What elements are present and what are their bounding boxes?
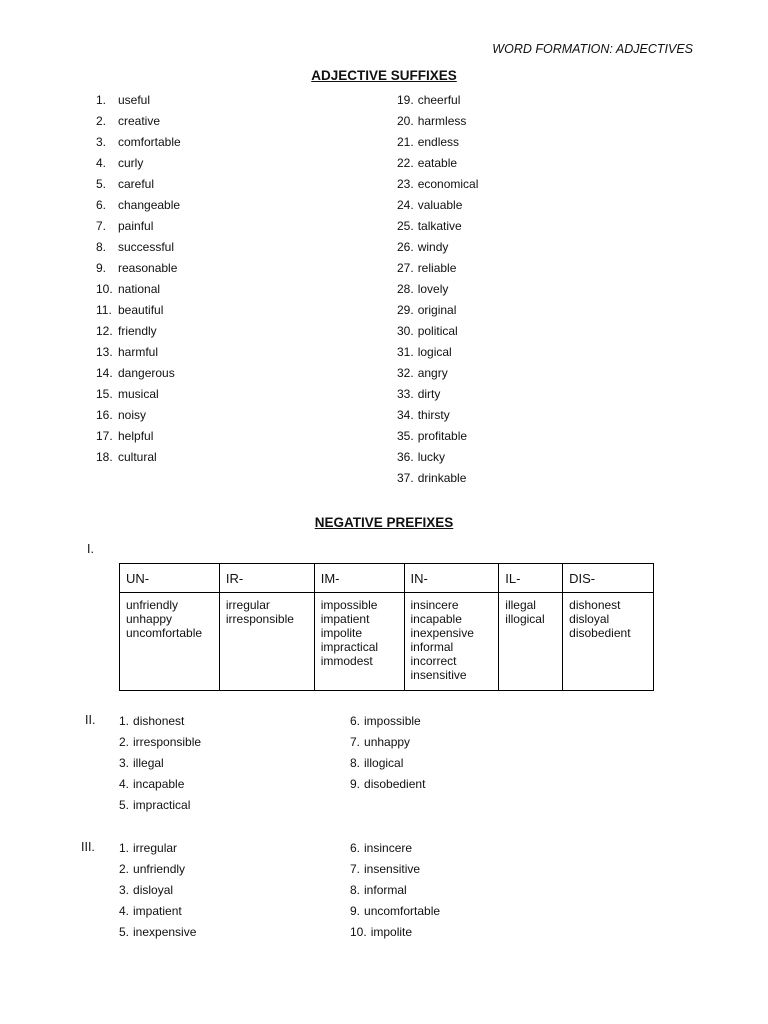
prefix-word: irregular xyxy=(225,598,270,612)
prefix-word: illegal xyxy=(505,598,536,612)
section-numeral-1: I. xyxy=(87,542,94,556)
list-item xyxy=(96,449,181,470)
list-item xyxy=(96,281,181,302)
item-number: 1. xyxy=(96,93,107,107)
item-word: original xyxy=(417,303,457,317)
item-number: 8. xyxy=(96,240,107,254)
list-item xyxy=(397,176,478,197)
list-item xyxy=(96,176,181,197)
prefix-word: impatient xyxy=(320,612,370,626)
item-number: 37. xyxy=(397,471,414,485)
item-word: illegal xyxy=(133,756,164,770)
list-item xyxy=(96,344,181,365)
list-item xyxy=(350,840,440,861)
prefix-word: irresponsible xyxy=(225,612,294,626)
prefix-word: dishonest xyxy=(569,598,621,612)
item-word: logical xyxy=(417,345,452,359)
list-item xyxy=(350,734,425,755)
item-number: 22. xyxy=(397,156,414,170)
list-item xyxy=(397,386,478,407)
item-word: informal xyxy=(364,883,407,897)
adjective-suffixes-heading: ADJECTIVE SUFFIXES xyxy=(311,68,457,83)
item-number: 7. xyxy=(350,862,361,876)
list-item xyxy=(397,218,478,239)
item-number: 4. xyxy=(96,156,107,170)
list-item xyxy=(119,861,196,882)
list-item xyxy=(397,407,478,428)
item-word: dangerous xyxy=(118,366,175,380)
prefix-word: insensitive xyxy=(410,668,467,682)
list-item xyxy=(96,92,181,113)
prefix-word: informal xyxy=(410,640,454,654)
prefix-header-dis: DIS- xyxy=(563,564,654,593)
list-item xyxy=(397,155,478,176)
item-word: reasonable xyxy=(118,261,178,275)
item-word: illogical xyxy=(364,756,404,770)
item-number: 19. xyxy=(397,93,414,107)
item-word: dirty xyxy=(417,387,441,401)
prefix-word: incorrect xyxy=(410,654,457,668)
item-word: impossible xyxy=(364,714,421,728)
item-number: 12. xyxy=(96,324,113,338)
item-word: unfriendly xyxy=(133,862,186,876)
item-number: 6. xyxy=(350,714,361,728)
list-item xyxy=(397,365,478,386)
item-number: 10. xyxy=(96,282,113,296)
item-word: windy xyxy=(417,240,449,254)
item-number: 3. xyxy=(119,756,130,770)
item-word: irregular xyxy=(133,841,178,855)
list-item xyxy=(397,281,478,302)
item-number: 20. xyxy=(397,114,414,128)
section-numeral-3: III. xyxy=(81,840,95,854)
item-word: impolite xyxy=(370,925,413,939)
item-number: 3. xyxy=(119,883,130,897)
prefix-word: uncomfortable xyxy=(126,626,203,640)
prefix-cell xyxy=(219,593,314,691)
item-number: 2. xyxy=(119,862,130,876)
list-item xyxy=(96,323,181,344)
item-number: 9. xyxy=(350,777,361,791)
prefix-table-body-row xyxy=(120,593,654,691)
item-word: irresponsible xyxy=(133,735,202,749)
list-item xyxy=(350,755,425,776)
item-number: 1. xyxy=(119,841,130,855)
item-number: 4. xyxy=(119,904,130,918)
item-number: 17. xyxy=(96,429,113,443)
item-number: 7. xyxy=(350,735,361,749)
prefix-word: inexpensive xyxy=(410,626,474,640)
list-item xyxy=(397,239,478,260)
prefix-word: impolite xyxy=(320,626,363,640)
item-number: 33. xyxy=(397,387,414,401)
prefix-word: immodest xyxy=(320,654,373,668)
item-word: impatient xyxy=(133,904,182,918)
list-item xyxy=(397,260,478,281)
prefix-word: impractical xyxy=(320,640,379,654)
item-number: 35. xyxy=(397,429,414,443)
item-word: incapable xyxy=(133,777,185,791)
item-number: 3. xyxy=(96,135,107,149)
exercise-3-list-right xyxy=(350,840,440,945)
item-number: 6. xyxy=(96,198,107,212)
list-item xyxy=(397,92,478,113)
prefix-header-in: IN- xyxy=(404,564,499,593)
prefix-table-header-row xyxy=(120,564,654,593)
prefix-table xyxy=(119,563,654,691)
list-item xyxy=(119,924,196,945)
item-word: friendly xyxy=(118,324,157,338)
item-word: harmful xyxy=(118,345,159,359)
prefix-word: illogical xyxy=(505,612,545,626)
item-word: beautiful xyxy=(118,303,164,317)
document-header: WORD FORMATION: ADJECTIVES xyxy=(492,42,693,56)
list-item xyxy=(96,407,181,428)
prefix-word: insincere xyxy=(410,598,459,612)
exercise-2-list-left xyxy=(119,713,201,818)
prefix-header-un: UN- xyxy=(120,564,220,593)
item-number: 23. xyxy=(397,177,414,191)
list-item xyxy=(397,134,478,155)
item-word: cultural xyxy=(118,450,157,464)
item-number: 2. xyxy=(96,114,107,128)
list-item xyxy=(119,755,201,776)
list-item xyxy=(119,882,196,903)
item-number: 15. xyxy=(96,387,113,401)
item-number: 5. xyxy=(119,798,130,812)
suffix-list-right xyxy=(397,92,478,491)
list-item xyxy=(397,470,478,491)
item-word: careful xyxy=(118,177,155,191)
item-number: 34. xyxy=(397,408,414,422)
item-word: economical xyxy=(417,177,479,191)
list-item xyxy=(96,386,181,407)
list-item xyxy=(397,449,478,470)
item-word: disloyal xyxy=(133,883,174,897)
prefix-word: unfriendly xyxy=(126,598,179,612)
list-item xyxy=(350,903,440,924)
item-word: noisy xyxy=(118,408,147,422)
item-word: valuable xyxy=(417,198,463,212)
item-number: 24. xyxy=(397,198,414,212)
prefix-cell xyxy=(499,593,563,691)
item-word: helpful xyxy=(118,429,154,443)
item-number: 8. xyxy=(350,883,361,897)
list-item xyxy=(96,197,181,218)
item-word: profitable xyxy=(417,429,468,443)
list-item xyxy=(397,302,478,323)
list-item xyxy=(397,428,478,449)
item-word: lovely xyxy=(417,282,449,296)
item-word: painful xyxy=(118,219,154,233)
list-item xyxy=(350,924,440,945)
item-number: 21. xyxy=(397,135,414,149)
prefix-header-ir: IR- xyxy=(219,564,314,593)
item-number: 30. xyxy=(397,324,414,338)
item-word: lucky xyxy=(417,450,446,464)
list-item xyxy=(96,260,181,281)
item-word: eatable xyxy=(417,156,458,170)
item-number: 14. xyxy=(96,366,113,380)
item-word: drinkable xyxy=(417,471,467,485)
prefix-word: disobedient xyxy=(569,626,631,640)
prefix-header-il: IL- xyxy=(499,564,563,593)
item-word: impractical xyxy=(133,798,191,812)
list-item xyxy=(350,882,440,903)
item-number: 25. xyxy=(397,219,414,233)
list-item xyxy=(96,239,181,260)
item-word: inexpensive xyxy=(133,925,197,939)
item-word: national xyxy=(118,282,161,296)
item-word: uncomfortable xyxy=(364,904,441,918)
prefix-word: impossible xyxy=(320,598,378,612)
item-word: insensitive xyxy=(364,862,421,876)
list-item xyxy=(350,776,425,797)
list-item xyxy=(119,713,201,734)
item-word: harmless xyxy=(417,114,467,128)
item-number: 5. xyxy=(96,177,107,191)
item-word: talkative xyxy=(417,219,462,233)
item-number: 1. xyxy=(119,714,130,728)
item-number: 16. xyxy=(96,408,113,422)
section-numeral-2: II. xyxy=(85,713,96,727)
item-word: unhappy xyxy=(364,735,411,749)
suffix-list-left xyxy=(96,92,181,470)
item-number: 36. xyxy=(397,450,414,464)
list-item xyxy=(397,344,478,365)
list-item xyxy=(96,302,181,323)
item-word: disobedient xyxy=(364,777,426,791)
list-item xyxy=(96,428,181,449)
list-item xyxy=(96,365,181,386)
list-item xyxy=(96,218,181,239)
prefix-word: disloyal xyxy=(569,612,610,626)
item-number: 4. xyxy=(119,777,130,791)
list-item xyxy=(119,734,201,755)
item-word: useful xyxy=(118,93,151,107)
item-number: 11. xyxy=(96,303,112,317)
item-number: 28. xyxy=(397,282,414,296)
item-word: successful xyxy=(118,240,175,254)
item-number: 6. xyxy=(350,841,361,855)
item-word: changeable xyxy=(118,198,181,212)
item-number: 32. xyxy=(397,366,414,380)
item-number: 29. xyxy=(397,303,414,317)
item-word: musical xyxy=(118,387,159,401)
item-word: creative xyxy=(118,114,161,128)
item-number: 26. xyxy=(397,240,414,254)
list-item xyxy=(397,197,478,218)
item-number: 5. xyxy=(119,925,130,939)
prefix-cell xyxy=(563,593,654,691)
list-item xyxy=(350,713,425,734)
item-number: 9. xyxy=(350,904,361,918)
item-word: insincere xyxy=(364,841,413,855)
list-item xyxy=(96,113,181,134)
item-number: 13. xyxy=(96,345,113,359)
list-item xyxy=(119,840,196,861)
exercise-3-list-left xyxy=(119,840,196,945)
item-word: thirsty xyxy=(417,408,450,422)
item-number: 18. xyxy=(96,450,113,464)
negative-prefixes-heading: NEGATIVE PREFIXES xyxy=(314,515,454,530)
prefix-header-im: IM- xyxy=(314,564,404,593)
item-number: 27. xyxy=(397,261,414,275)
item-word: reliable xyxy=(417,261,457,275)
item-word: curly xyxy=(118,156,144,170)
list-item xyxy=(350,861,440,882)
prefix-cell xyxy=(120,593,220,691)
prefix-cell xyxy=(314,593,404,691)
list-item xyxy=(119,776,201,797)
exercise-2-list-right xyxy=(350,713,425,797)
list-item xyxy=(397,113,478,134)
item-word: cheerful xyxy=(417,93,461,107)
item-word: political xyxy=(417,324,458,338)
item-number: 31. xyxy=(397,345,414,359)
item-number: 8. xyxy=(350,756,361,770)
prefix-word: incapable xyxy=(410,612,462,626)
list-item xyxy=(397,323,478,344)
item-word: dishonest xyxy=(133,714,185,728)
item-word: endless xyxy=(417,135,460,149)
item-number: 2. xyxy=(119,735,130,749)
prefix-cell xyxy=(404,593,499,691)
item-word: angry xyxy=(417,366,448,380)
list-item xyxy=(96,155,181,176)
prefix-word: unhappy xyxy=(126,612,173,626)
item-number: 10. xyxy=(350,925,367,939)
list-item xyxy=(96,134,181,155)
item-number: 7. xyxy=(96,219,107,233)
item-number: 9. xyxy=(96,261,107,275)
list-item xyxy=(119,797,201,818)
item-word: comfortable xyxy=(118,135,181,149)
list-item xyxy=(119,903,196,924)
